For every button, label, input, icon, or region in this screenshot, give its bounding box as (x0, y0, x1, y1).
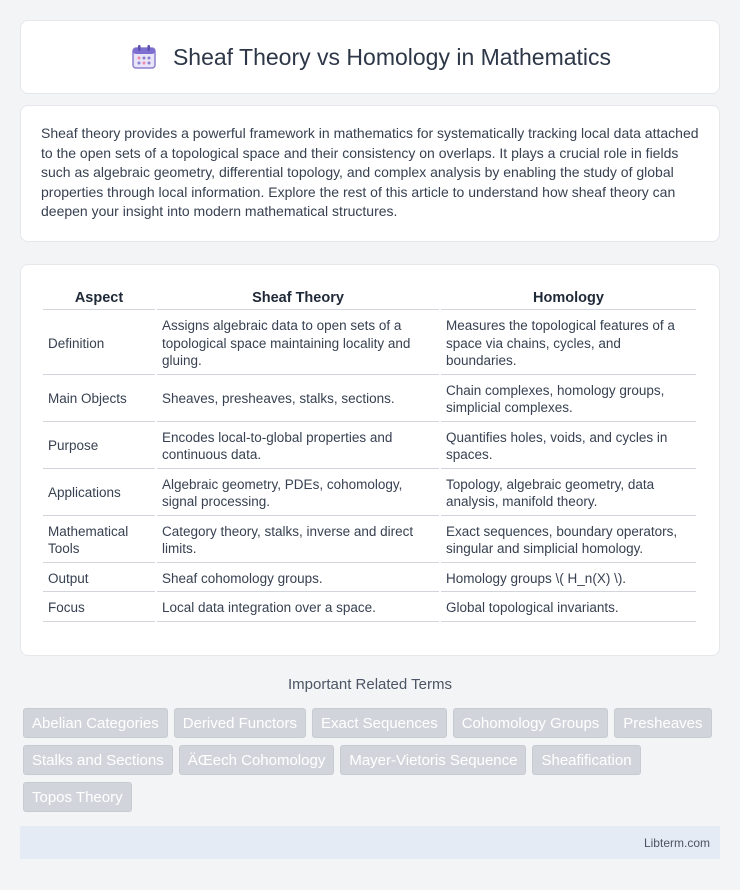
table-row (43, 471, 696, 516)
tag-derived-functors[interactable]: Derived Functors (174, 708, 306, 738)
row-sheaf: Algebraic geometry, PDEs, cohomology, signal processing. (157, 471, 439, 516)
tag-abelian-categories[interactable]: Abelian Categories (23, 708, 168, 738)
table-row (43, 424, 696, 469)
intro-card (20, 105, 720, 242)
tag-topos-theory[interactable]: Topos Theory (23, 782, 132, 812)
row-aspect: Main Objects (43, 377, 155, 422)
row-aspect: Definition (43, 312, 155, 375)
intro-text: Sheaf theory provides a powerful framework in mathematics for systematically tracking local data attached to the open sets of a topological space and their consistency on overlaps. It plays a crucial role in fields such as algebraic geometry, differential topology, and complex analysis by enabling the study of global properties through local information. Explore the rest of this article to understand how sheaf theory can deepen your insight into modern mathematical structures. (41, 125, 699, 219)
tag-cech-cohomology[interactable]: ÄŒech Cohomology (179, 745, 335, 775)
row-aspect: Output (43, 565, 155, 593)
tag-presheaves[interactable]: Presheaves (614, 708, 711, 738)
row-aspect: Applications (43, 471, 155, 516)
row-homology: Exact sequences, boundary operators, singular and simplicial homology. (441, 518, 696, 563)
row-sheaf: Encodes local-to-global properties and continuous data. (157, 424, 439, 469)
row-sheaf: Assigns algebraic data to open sets of a topological space maintaining locality and gluing. (157, 312, 439, 375)
comparison-card (20, 264, 720, 656)
table-row (43, 594, 696, 622)
row-homology: Global topological invariants. (441, 594, 696, 622)
related-terms-tags (23, 708, 723, 812)
table-row (43, 377, 696, 422)
title-wrap (129, 42, 611, 72)
row-homology: Topology, algebraic geometry, data analysis, manifold theory. (441, 471, 696, 516)
table-row (43, 518, 696, 563)
row-sheaf: Sheaf cohomology groups. (157, 565, 439, 593)
header-sheaf-theory: Sheaf Theory (157, 287, 439, 310)
calendar-icon (129, 42, 159, 72)
footer (20, 826, 720, 859)
header-homology: Homology (441, 287, 696, 310)
tag-mayer-vietoris-sequence[interactable]: Mayer-Vietoris Sequence (340, 745, 526, 775)
row-aspect: Purpose (43, 424, 155, 469)
tag-sheafification[interactable]: Sheafification (532, 745, 640, 775)
row-sheaf: Sheaves, presheaves, stalks, sections. (157, 377, 439, 422)
table-row (43, 312, 696, 375)
row-aspect: Mathematical Tools (43, 518, 155, 563)
row-sheaf: Category theory, stalks, inverse and direct limits. (157, 518, 439, 563)
footer-site-link[interactable]: Libterm.com (643, 836, 710, 850)
page-title: Sheaf Theory vs Homology in Mathematics (172, 43, 612, 70)
row-homology: Chain complexes, homology groups, simplicial complexes. (441, 377, 696, 422)
row-homology: Measures the topological features of a space via chains, cycles, and boundaries. (441, 312, 696, 375)
table-row (43, 565, 696, 593)
header-card (20, 20, 720, 94)
tag-cohomology-groups[interactable]: Cohomology Groups (453, 708, 609, 738)
row-sheaf: Local data integration over a space. (157, 594, 439, 622)
table-header-row (43, 287, 696, 310)
row-homology: Quantifies holes, voids, and cycles in spaces. (441, 424, 696, 469)
comparison-table (41, 285, 698, 624)
row-aspect: Focus (43, 594, 155, 622)
tag-exact-sequences[interactable]: Exact Sequences (312, 708, 447, 738)
row-homology: Homology groups \( H_n(X) \). (441, 565, 696, 593)
header-aspect: Aspect (43, 287, 155, 310)
related-terms-title: Important Related Terms (288, 676, 452, 693)
tag-stalks-and-sections[interactable]: Stalks and Sections (23, 745, 173, 775)
